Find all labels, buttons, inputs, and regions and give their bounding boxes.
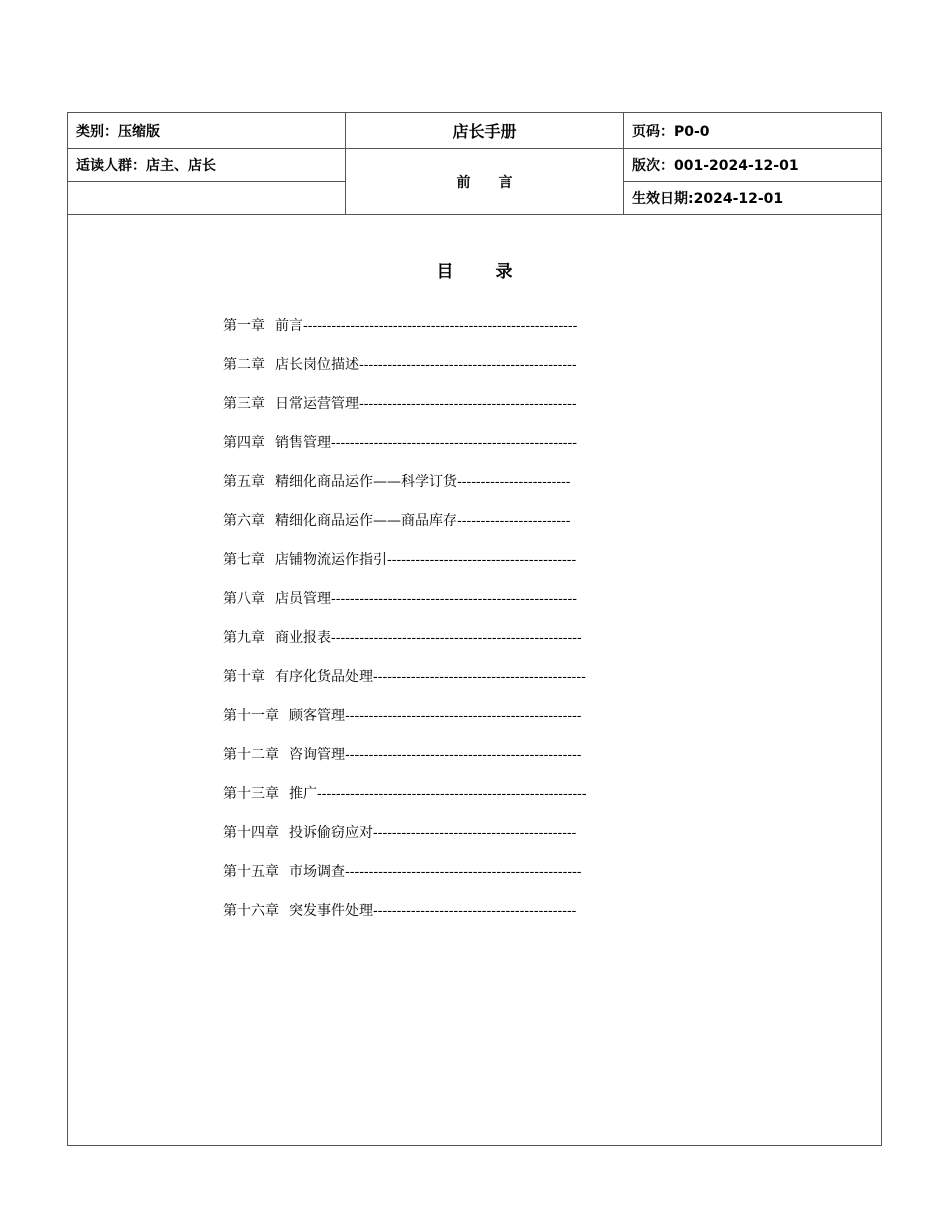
document-frame bbox=[67, 112, 882, 1146]
toc-leader: ---------------------------------------------- bbox=[359, 396, 577, 412]
toc-entry[interactable] bbox=[223, 745, 587, 784]
toc-leader: ----------------------------------------------------- bbox=[331, 630, 582, 646]
toc-chapter-title: 销售管理 bbox=[275, 435, 331, 451]
toc-chapter-title: 店铺物流运作指引 bbox=[275, 552, 387, 568]
toc-leader: ------------------------ bbox=[457, 513, 571, 529]
toc-chapter-number: 第七章 bbox=[223, 552, 265, 568]
toc-chapter-title: 精细化商品运作——科学订货 bbox=[275, 474, 457, 490]
toc-leader: ---------------------------------------------------- bbox=[331, 435, 577, 451]
toc-leader: ------------------------------------------- bbox=[373, 825, 577, 841]
toc-entry[interactable] bbox=[223, 706, 587, 745]
toc-chapter-number: 第三章 bbox=[223, 396, 265, 412]
toc-chapter-number: 第十章 bbox=[223, 669, 265, 685]
toc-chapter-number: 第八章 bbox=[223, 591, 265, 607]
toc-chapter-title: 店长岗位描述 bbox=[275, 357, 359, 373]
toc-chapter-title: 店员管理 bbox=[275, 591, 331, 607]
toc-chapter-title: 商业报表 bbox=[275, 630, 331, 646]
toc-chapter-number: 第十四章 bbox=[223, 825, 279, 841]
toc-chapter-title: 投诉偷窃应对 bbox=[289, 825, 373, 841]
version-label: 版次：001-2024-12-01 bbox=[632, 158, 799, 174]
toc-chapter-title: 市场调查 bbox=[289, 864, 345, 880]
toc-leader: -------------------------------------------------- bbox=[345, 747, 582, 763]
toc-leader: ---------------------------------------------- bbox=[359, 357, 577, 373]
toc-chapter-number: 第十二章 bbox=[223, 747, 279, 763]
toc-entry[interactable] bbox=[223, 550, 587, 589]
header-divider bbox=[68, 181, 346, 182]
toc-title: 目录 bbox=[436, 262, 555, 282]
toc-leader: ---------------------------------------------------- bbox=[331, 591, 577, 607]
toc-entry[interactable] bbox=[223, 472, 587, 511]
toc-chapter-number: 第一章 bbox=[223, 318, 265, 334]
toc-entry[interactable] bbox=[223, 433, 587, 472]
toc-chapter-number: 第六章 bbox=[223, 513, 265, 529]
toc-list bbox=[223, 316, 587, 940]
toc-entry[interactable] bbox=[223, 394, 587, 433]
toc-leader: --------------------------------------------- bbox=[373, 669, 586, 685]
toc-chapter-title: 有序化货品处理 bbox=[275, 669, 373, 685]
toc-entry[interactable] bbox=[223, 511, 587, 550]
header-divider bbox=[623, 113, 624, 215]
toc-leader: -------------------------------------------------- bbox=[345, 708, 582, 724]
toc-entry[interactable] bbox=[223, 823, 587, 862]
toc-chapter-number: 第五章 bbox=[223, 474, 265, 490]
toc-entry[interactable] bbox=[223, 628, 587, 667]
category-label: 类别：压缩版 bbox=[76, 123, 160, 140]
toc-chapter-title: 突发事件处理 bbox=[289, 903, 373, 919]
toc-chapter-title: 前言 bbox=[275, 318, 303, 334]
toc-entry[interactable] bbox=[223, 589, 587, 628]
toc-chapter-number: 第九章 bbox=[223, 630, 265, 646]
toc-chapter-number: 第二章 bbox=[223, 357, 265, 373]
toc-entry[interactable] bbox=[223, 901, 587, 940]
toc-leader: ------------------------------------------- bbox=[373, 903, 577, 919]
toc-chapter-number: 第十三章 bbox=[223, 786, 279, 802]
toc-chapter-number: 第十五章 bbox=[223, 864, 279, 880]
toc-entry[interactable] bbox=[223, 316, 587, 355]
toc-leader: -------------------------------------------------- bbox=[345, 864, 582, 880]
toc-chapter-title: 精细化商品运作——商品库存 bbox=[275, 513, 457, 529]
toc-entry[interactable] bbox=[223, 667, 587, 706]
toc-leader: ---------------------------------------------------------- bbox=[303, 318, 578, 334]
page-code: 页码：P0-0 bbox=[632, 123, 710, 140]
toc-chapter-number: 第十一章 bbox=[223, 708, 279, 724]
toc-chapter-number: 第四章 bbox=[223, 435, 265, 451]
toc-chapter-number: 第十六章 bbox=[223, 903, 279, 919]
toc-entry[interactable] bbox=[223, 862, 587, 901]
toc-leader: --------------------------------------------------------- bbox=[317, 786, 587, 802]
manual-title: 店长手册 bbox=[452, 122, 517, 141]
section-title: 前 言 bbox=[456, 175, 513, 191]
toc-chapter-title: 日常运营管理 bbox=[275, 396, 359, 412]
toc-chapter-title: 咨询管理 bbox=[289, 747, 345, 763]
toc-leader: ---------------------------------------- bbox=[387, 552, 577, 568]
toc-chapter-title: 推广 bbox=[289, 786, 317, 802]
toc-entry[interactable] bbox=[223, 355, 587, 394]
toc-leader: ------------------------ bbox=[457, 474, 571, 490]
toc-entry[interactable] bbox=[223, 784, 587, 823]
audience-label: 适读人群：店主、店长 bbox=[76, 158, 216, 174]
toc-chapter-title: 顾客管理 bbox=[289, 708, 345, 724]
effective-date: 生效日期:2024-12-01 bbox=[632, 191, 784, 207]
